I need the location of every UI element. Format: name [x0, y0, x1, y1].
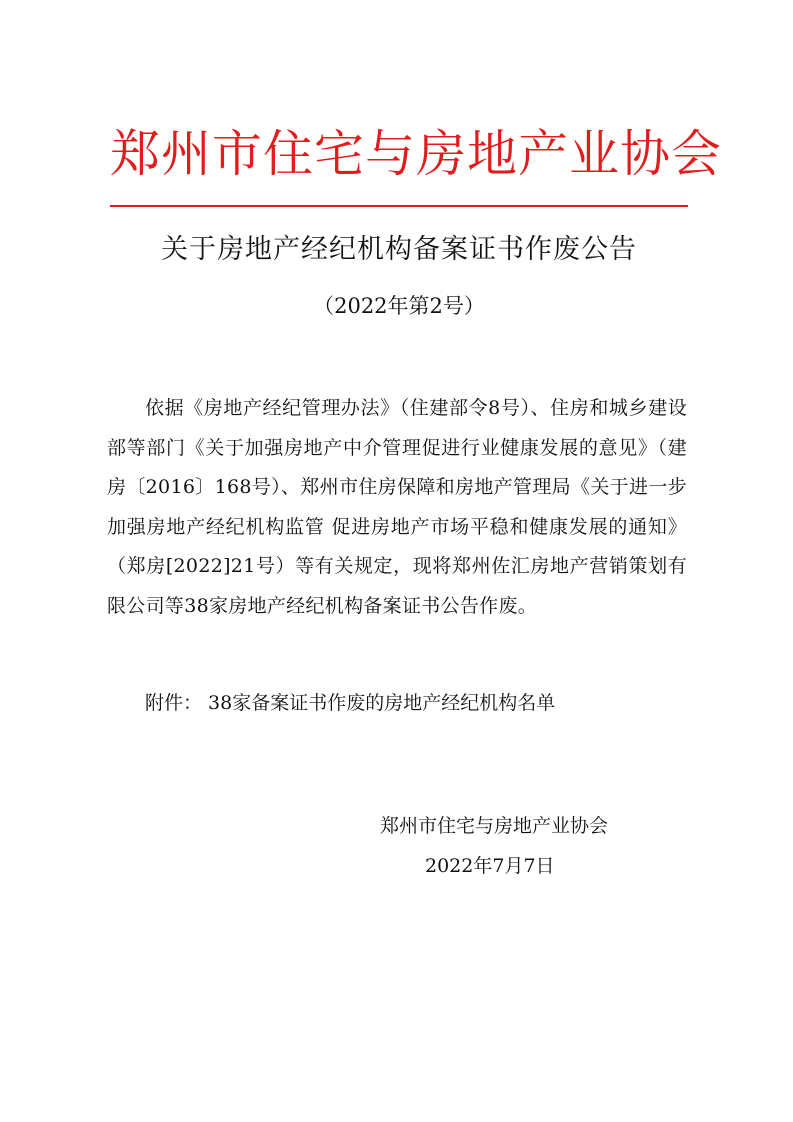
document-number: （2022年第2号）: [313, 294, 485, 318]
signature-organization: 郑州市住宅与房地产业协会: [380, 815, 609, 837]
document-title: 关于房地产经纪机构备案证书作废公告: [161, 234, 637, 265]
signature-date: 2022年7月7日: [425, 855, 555, 877]
organization-letterhead: 郑州市住宅与房地产业协会: [110, 125, 722, 183]
body-paragraph: 依据《房地产经纪管理办法》（住建部令8号）、住房和城乡建设部等部门《关于加强房地产中介管理促进行业健康发展的意见》（建房〔2016〕168号）、郑州市住房保障和房地产管理局《关于进一步加强房地产经纪机构监管 促进房地产市场平稳和健康发展的通知》（郑房[2022]21号）等有关规定，现将郑州佐汇房地产营销策划有限公司等38家房地产经纪机构备案证书公告作废。: [107, 397, 687, 617]
letterhead-red-rule: [110, 205, 688, 207]
attachment-line: 附件： 38家备案证书作废的房地产经纪机构名单: [145, 692, 556, 714]
